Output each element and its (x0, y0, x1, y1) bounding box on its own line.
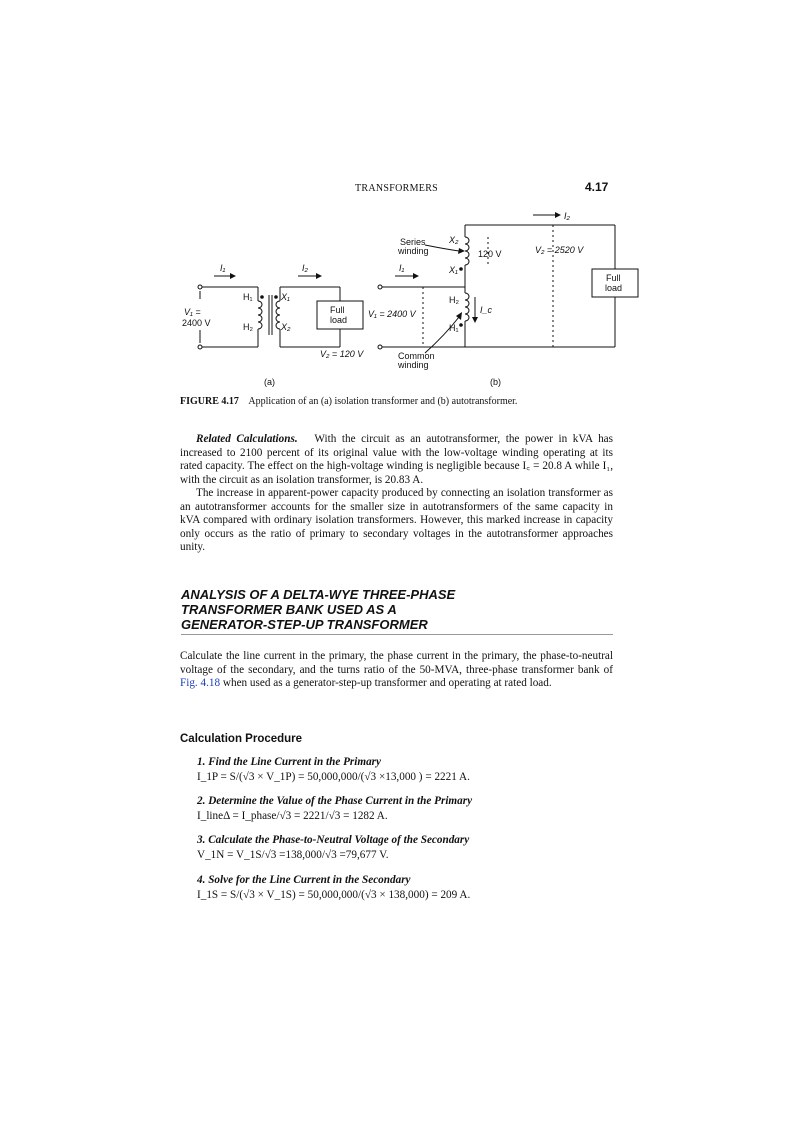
figure-caption-label: FIGURE 4.17 (180, 396, 239, 407)
section-title-line-2: TRANSFORMER BANK USED AS A (181, 602, 397, 617)
page-number: 4.17 (585, 180, 609, 194)
calculation-procedure-heading: Calculation Procedure (180, 733, 303, 745)
terminal-x1-label-a: X₁ (281, 292, 290, 302)
voltage-v1-label-a: V₁ = (184, 307, 201, 317)
full-load-label-b-line2: load (605, 283, 623, 293)
voltage-v1-value-a: 2400 V (182, 318, 211, 328)
section-intro-text: Calculate the line current in the primary, the phase current in the primary, the phase-to-neutral voltage of the secondary, and the turns ratio of the 50-MVA, three-phase transformer bank of (180, 650, 613, 676)
related-calculations-paragraph-1 (180, 433, 613, 487)
running-header-title: TRANSFORMERS (354, 183, 439, 194)
current-i1-label-a: I₁ (220, 263, 226, 273)
voltage-v1-label-b: V₁ = 2400 V (368, 309, 416, 319)
step-3-heading: 3. Calculate the Phase-to-Neutral Voltage of the Secondary (197, 834, 470, 846)
step-4-equation: I_1S = S/(√3 × V_1S) = 50,000,000/(√3 × 138,000) = 209 A. (197, 889, 471, 901)
section-title (181, 587, 613, 635)
step-1-equation: I_1P = S/(√3 × V_1P) = 50,000,000/(√3 ×13,000 ) = 2221 A. (197, 771, 470, 783)
series-winding-label: Series (400, 237, 426, 247)
step-1-heading: 1. Find the Line Current in the Primary (197, 756, 382, 768)
current-i2-label-b: I₂ (564, 211, 570, 221)
figure-caption (180, 396, 620, 407)
common-winding-label-line2: winding (398, 360, 429, 370)
part-b-label: (b) (490, 377, 501, 387)
full-load-label-a-line2: load (330, 315, 348, 325)
terminal-x2-label-b: X₂ (449, 235, 459, 245)
section-intro-paragraph (180, 650, 613, 691)
series-voltage-label: 120 V (478, 249, 502, 259)
section-title-line-1: ANALYSIS OF A DELTA-WYE THREE-PHASE (181, 587, 456, 602)
terminal-x2-label-a: X₂ (281, 322, 291, 332)
step-4-heading: 4. Solve for the Line Current in the Secondary (197, 874, 411, 886)
full-load-label-b: Full (606, 273, 621, 283)
common-winding-label: Common (398, 351, 435, 361)
common-current-label: I_c (480, 305, 493, 315)
figure-4-17-circuit-diagram (170, 205, 623, 395)
current-i1-label-b: I₁ (399, 263, 405, 273)
step-2-heading: 2. Determine the Value of the Phase Current in the Primary (197, 795, 473, 807)
voltage-v2-label-a: V₂ = 120 V (320, 349, 364, 359)
part-a-label: (a) (264, 377, 275, 387)
terminal-h1-label-a: H₁ (243, 292, 253, 302)
current-i2-label-a: I₂ (302, 263, 308, 273)
step-2-equation: I_lineΔ = I_phase/√3 = 2221/√3 = 1282 A. (197, 810, 388, 822)
related-calculations-paragraph-2: The increase in apparent-power capacity produced by connecting an isolation transformer as an autotransformer accounts for the smaller size in autotransformers of the same capacity in kVA compared with ordinary isolation transformers. However, this marked increase in capacity only occurs as the ratio of primary to secondary voltages in the autotransformer approaches unity. (180, 487, 613, 554)
voltage-v2-label-b: V₂ = 2520 V (535, 245, 584, 255)
figure-caption-text: Application of an (a) isolation transformer and (b) autotransformer. (248, 396, 518, 407)
related-calculations-text-1: With the circuit as an autotransformer, the power in kVA has increased to 2100 percent of its original value with the low-voltage winding operating at its rated capacity. The effect on the high-voltage winding is negligible because I꜀ = 20.8 A while I₁, with the circuit as an isolation transformer, is 20.83 A. (180, 433, 613, 486)
section-title-line-3: GENERATOR-STEP-UP TRANSFORMER (181, 617, 428, 632)
terminal-h2-label-b: H₂ (449, 295, 459, 305)
terminal-h1-label-b: H₁ (449, 323, 459, 333)
full-load-label-a: Full (330, 305, 345, 315)
step-3-equation: V_1N = V_1S/√3 =138,000/√3 =79,677 V. (197, 849, 389, 861)
terminal-x1-label-b: X₁ (449, 265, 458, 275)
terminal-h2-label-a: H₂ (243, 322, 253, 332)
related-calculations-lead: Related Calculations. (196, 433, 298, 445)
series-winding-label-line2: winding (398, 246, 429, 256)
figure-4-18-link[interactable]: Fig. 4.18 (180, 677, 221, 690)
section-intro-text-end: when used as a generator-step-up transformer and operating at rated load. (220, 677, 552, 690)
